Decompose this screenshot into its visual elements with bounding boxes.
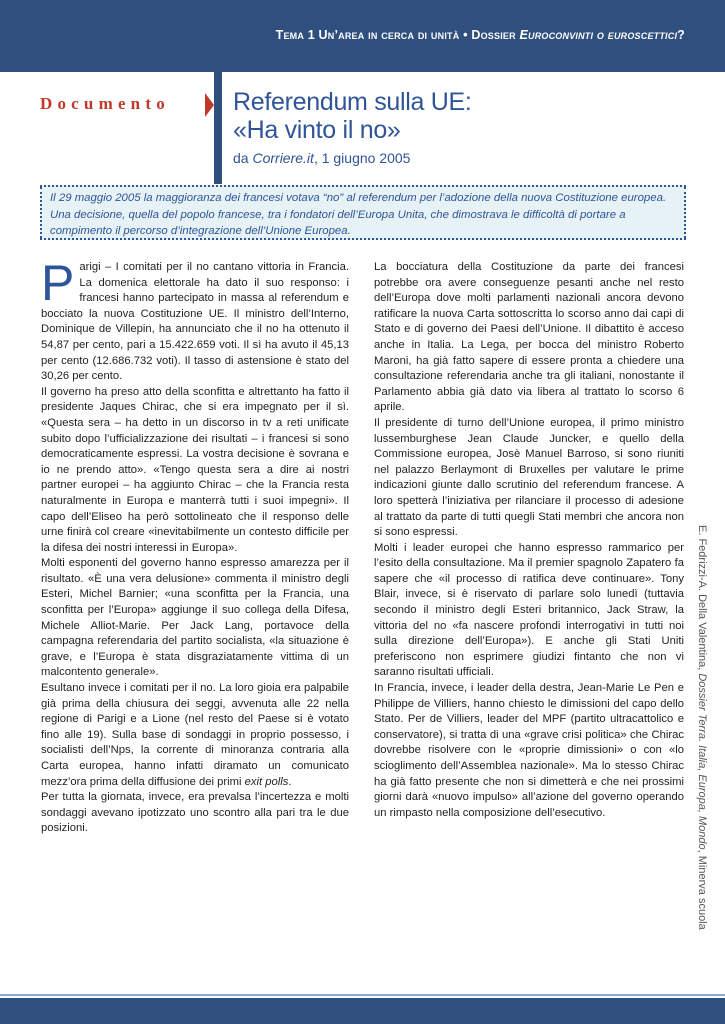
paragraph: Molti esponenti del governo hanno espresso amarezza per il risultato. «È una vera delusione» commenta il ministro degli Esteri, Michel Barnier; «una sconfitta per la Francia, una sconfitta per l’Europa» aggiunge il suo collega della Difesa, Michele Alliot-Marie. Per Jack Lang, portavoce della campagna referendaria del partito socialista, «la situazione è grave, e l’Europa è stata disgraziatamente vittima di un malcontento generale».	[41, 557, 349, 679]
source-prefix: da	[233, 150, 253, 166]
exit-polls-term: exit polls	[244, 775, 289, 788]
paragraph: In Francia, invece, i leader della destra, Jean-Marie Le Pen e Philippe de Villiers, hanno chiesto le dimissioni del capo dello Stato. Per de Villiers, leader del MPF (partito ultracattolico e conservatore), si tratta di una «grave crisi politica» che Chirac dovrebbe risolvere con le «proprie dimissioni» o con «lo scioglimento dell’Assemblea nazionale». Ma lo stesso Chirac ha già fatto presente che non si dimetterà e che nei prossimi giorni darà «nuovo impulso» all’azione del governo operando un rimpasto nella composizione dell’esecutivo.	[374, 682, 684, 819]
source-name: Corriere.it	[252, 150, 314, 166]
paragraph: Il presidente di turno dell’Unione europea, il primo ministro lussemburghese Jean Claude Juncker, e quello della Commissione europea, Josè Manuel Barroso, si sono riuniti nel palazzo Berlaymont di Bruxelles per valutare le prime indicazioni giunte dallo scrutinio del referendum francese. A loro spetterà l’iniziativa per rilanciare il processo di adesione al trattato da parte di tutti quegli Stati membri che ancora non si sono espressi.	[374, 416, 684, 539]
page-title	[233, 88, 472, 144]
paragraph	[41, 681, 349, 790]
source-line	[233, 150, 410, 166]
document-label: Documento	[40, 94, 170, 113]
header-question-mark: ?	[677, 28, 685, 42]
paragraph: Il governo ha preso atto della sconfitta e altrettanto ha fatto il presidente Jaques Chirac, che si era impegnato per il sì. «Questa sera – ha detto in un discorso in tv a reti unificate subito dopo l’ufficializzazione dei risultati – i francesi si sono democraticamente espressi. La vostra decisione è sovrana e io ne prendo atto». «Tengo questa sera a dire ai nostri partner europei – ha aggiunto Chirac – che la Francia resta naturalmente in Europa e manterrà tutti i suoi impegni». Il capo dell’Eliseo ha però sottolineato che il responso delle urne finirà col creare «inevitabilmente un contesto difficile per la difesa dei nostri interessi in Europa».	[41, 385, 349, 554]
paragraph-text: .	[288, 775, 292, 788]
title-line-1: Referendum sulla UE:	[233, 88, 472, 116]
header-theme: Tema 1 Un’area in cerca di unità • Dossier	[275, 28, 520, 42]
paragraph: Molti i leader europei che hanno espresso rammarico per l’esito della consultazione. Ma il premier spagnolo Zapatero fa sapere che «il processo di ratifica deve continuare». Tony Blair, invece, si è riservato di parlare solo lunedì (tuttavia secondo il ministro degli Esteri britannico, Jack Straw, la vittoria del no «fa nascere profondi interrogativi in tutti noi sulla direzione dell’Europa»). E anche gli Stati Uniti preferiscono non esprimere giudizi fintanto che non vi saranno risultati ufficiali.	[374, 541, 684, 679]
citation-book-title: Dossier Terra. Italia, Europa, Mondo	[696, 673, 708, 850]
citation-sidebar	[696, 525, 725, 965]
citation-text	[696, 525, 708, 930]
paragraph-text: arigi – I comitati per il no cantano vittoria in Francia. La domenica elettorale ha dato il suo responso: i francesi hanno partecipato in massa al referendum e bocciato la nuova Costituzione UE. Il ministro dell’Interno, Dominique de Villepin, ha annunciato che il no ha ottenuto il 54,87 per cento, pari a 15.422.659 voti. Il sì ha avuto il 45,13 per cento (12.686.732 voti). Il tasso di astensione è stato del 30,26 per cento.	[41, 261, 349, 383]
header-text	[276, 28, 685, 42]
arrow-icon	[205, 93, 214, 117]
paragraph-text: Esultano invece i comitati per il no. La loro gioia era palpabile già prima della chiusura dei seggi, avvenuta alle 22 nella regione di Parigi e a Lione (nel resto del Paese si è votato fino alle 19). Sulla base di sondaggi in proprio possesso, i socialisti dell’Nps, la corrente di minoranza contraria alla Carta europea, hanno infatti diramato un comunicato mezz’ora prima della diffusione dei primi	[41, 682, 349, 788]
paragraph: La bocciatura della Costituzione da parte dei francesi potrebbe ora avere conseguenze pesanti anche nel resto dell’Europa dove molti parlamenti nazionali ancora devono ratificare la nuova Carta sottoscritta lo scorso anno dai capi di Stato e di governo dei Paesi dell’Unione. Il dibattito è acceso anche in Italia. La Lega, per bocca del ministro Roberto Maroni, ha già fatto sapere di essere pronta a chiedere una consultazione referendaria anche tra gli italiani, nonostante il Parlamento abbia già dato via libera al trattato lo scorso 6 aprile.	[374, 261, 684, 414]
intro-text: Il 29 maggio 2005 la maggioranza dei francesi votava “no” al referendum per l’adozione della nuova Costituzione europea. Una decisione, quella del popolo francese, tra i fondatori dell’Europa Unita, che dimostrava le difficoltà di portare a compimento il percorso d’integrazione dell’Unione Europea.	[50, 192, 667, 237]
citation-publisher: , Minerva scuola	[696, 849, 708, 930]
citation-authors: E. Fedrizzi-A. Della Valentina,	[696, 525, 708, 674]
intro-box	[40, 185, 686, 240]
article-column-left	[41, 255, 349, 837]
article-column-right	[374, 260, 684, 821]
source-date: , 1 giugno 2005	[313, 150, 411, 166]
footer-rule	[0, 994, 725, 996]
header-dossier: Euroconvinti o euroscettici	[519, 28, 678, 42]
footer-bar	[0, 998, 725, 1024]
title-divider-bar	[214, 72, 222, 184]
header-bar	[0, 0, 725, 72]
drop-cap: P	[41, 255, 75, 311]
title-line-2: «Ha vinto il no»	[233, 116, 401, 144]
paragraph	[41, 255, 349, 385]
paragraph: Per tutta la giornata, invece, era prevalsa l’incertezza e molti sondaggi avevano ipotizzato uno scontro alla pari tra le due posizioni.	[41, 791, 349, 835]
